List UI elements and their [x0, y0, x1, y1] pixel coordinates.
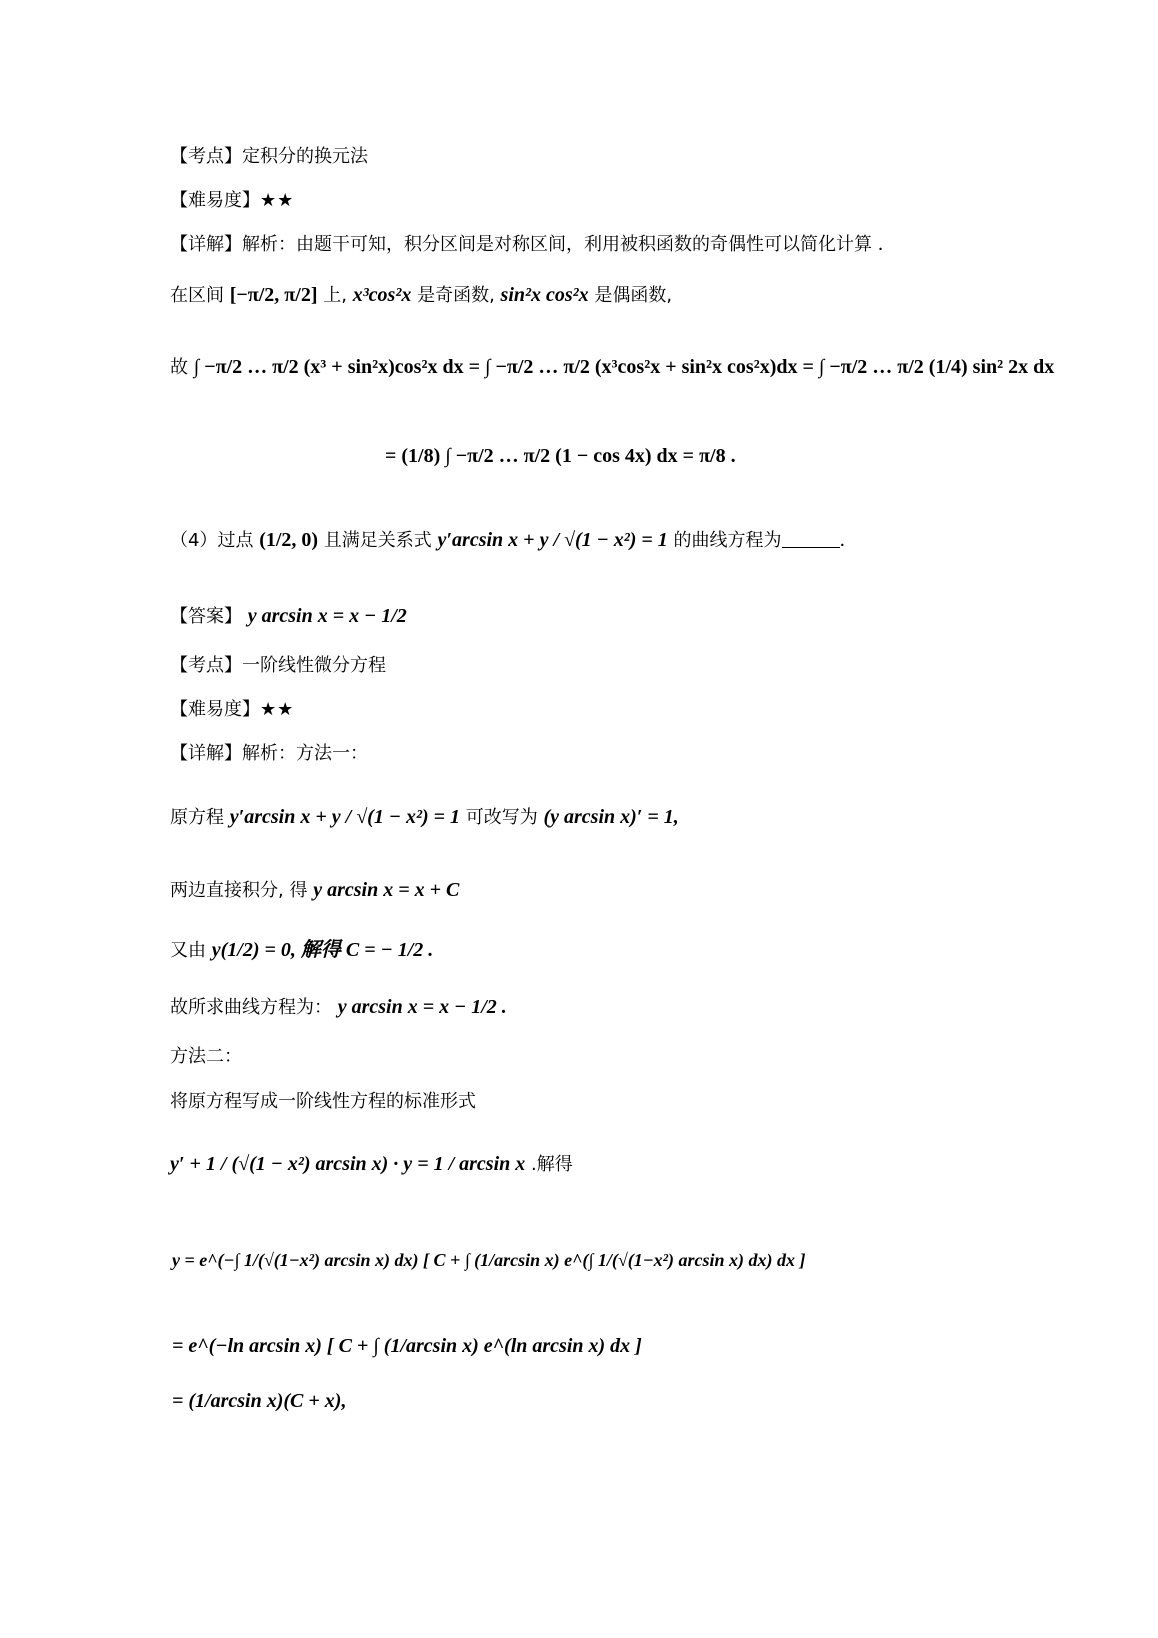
- interval-mid2: 是奇函数,: [417, 285, 495, 306]
- m1-l1-equation: y′arcsin x + y / √(1 − x²) = 1: [229, 806, 460, 828]
- difficulty-stars-1: ★★: [260, 190, 295, 211]
- question-equation: y′arcsin x + y / √(1 − x²) = 1: [437, 529, 668, 551]
- m2-solve-text: .解得: [531, 1154, 573, 1175]
- m2-final-solution: = (1/arcsin x)(C + x),: [172, 1390, 347, 1412]
- kaodian-text-2: 【考点】一阶线性微分方程: [170, 655, 386, 676]
- interval-mid1: 上,: [323, 285, 347, 306]
- m2-simplified-solution: = e^(−ln arcsin x) [ C + ∫ (1/arcsin x) e^(ln arcsin x) dx ]: [172, 1335, 642, 1357]
- m1-l1-equation2: (y arcsin x)′ = 1,: [543, 806, 679, 828]
- question-dot: ．: [839, 530, 858, 551]
- interval-end: 是偶函数,: [594, 285, 673, 306]
- xiangjie-line-2: [170, 742, 368, 766]
- nandu-label-2: 【难易度】: [170, 699, 260, 720]
- difficulty-stars-2: ★★: [260, 699, 295, 720]
- m1-l1-mid: 可改写为: [465, 807, 538, 828]
- nandu-label-1: 【难易度】: [170, 190, 260, 211]
- method2-label: 方法二：: [170, 1046, 242, 1067]
- method2-eq-line: [170, 1152, 573, 1177]
- question-line: [170, 528, 858, 553]
- method2-line: [170, 1045, 242, 1069]
- answer-label: 【答案】: [170, 606, 242, 627]
- interval-expr: [−π/2, π/2]: [229, 284, 318, 306]
- xiangjie-text-2: 【详解】解析：方法一：: [170, 743, 368, 764]
- kaodian-line-1: [170, 145, 368, 169]
- integral-equation-2: = (1/8) ∫ −π/2 … π/2 (1 − cos 4x) dx = π/8 .: [385, 445, 736, 467]
- integral-line-1: [170, 355, 1054, 380]
- xiangjie-line-1: [170, 233, 896, 257]
- m1-l3-pre: 又由: [170, 940, 206, 961]
- method1-line2: [170, 878, 459, 903]
- question-end: 的曲线方程为: [673, 530, 782, 551]
- m2-general-solution: y = e^(−∫ 1/(√(1−x²) arcsin x) dx) [ C + ∫ (1/arcsin x) e^(∫ 1/(√(1−x²) arcsin x) dx) dx ]: [172, 1250, 806, 1270]
- method1-line3: [170, 938, 433, 963]
- kaodian-text-1: 【考点】定积分的换元法: [170, 146, 368, 167]
- integral-equation-1: ∫ −π/2 … π/2 (x³ + sin²x)cos²x dx = ∫ −π/2 … π/2 (x³cos²x + sin²x cos²x)dx = ∫ −π/2 … π/2 (1/4) sin² 2x dx: [193, 356, 1055, 378]
- m1-l1-pre: 原方程: [170, 807, 224, 828]
- method1-line4: [170, 995, 507, 1020]
- m1-l4-pre: 故所求曲线方程为：: [170, 997, 332, 1018]
- nandu-line-2: [170, 698, 294, 722]
- method1-line1: [170, 805, 679, 830]
- method2-intro-line: [170, 1090, 476, 1114]
- gu-text: 故: [170, 357, 188, 378]
- nandu-line-1: [170, 189, 294, 213]
- question-mid: 且满足关系式: [323, 530, 432, 551]
- question-pre: （4）过点: [170, 530, 254, 551]
- question-point: (1/2, 0): [259, 529, 319, 551]
- m1-l2-pre: 两边直接积分, 得: [170, 880, 308, 901]
- answer-blank: [782, 529, 840, 548]
- kaodian-line-2: [170, 654, 386, 678]
- method2-intro: 将原方程写成一阶线性方程的标准形式: [170, 1091, 476, 1112]
- m1-l4-equation: y arcsin x = x − 1/2 .: [337, 996, 507, 1018]
- even-function-expr: sin²x cos²x: [500, 284, 589, 306]
- odd-function-expr: x³cos²x: [352, 284, 412, 306]
- m2-standard-form: y′ + 1 / (√(1 − x²) arcsin x) · y = 1 / arcsin x: [170, 1153, 526, 1175]
- interval-pre: 在区间: [170, 285, 224, 306]
- interval-line: [170, 283, 672, 308]
- m1-l2-equation: y arcsin x = x + C: [313, 879, 460, 901]
- answer-expr: y arcsin x = x − 1/2: [247, 605, 407, 627]
- m1-l3-equation: y(1/2) = 0, 解得 C = − 1/2 .: [211, 939, 434, 961]
- xiangjie-text-1: 【详解】解析：由题干可知，积分区间是对称区间，利用被积函数的奇偶性可以简化计算 ．: [170, 234, 896, 255]
- answer-line: [170, 604, 407, 629]
